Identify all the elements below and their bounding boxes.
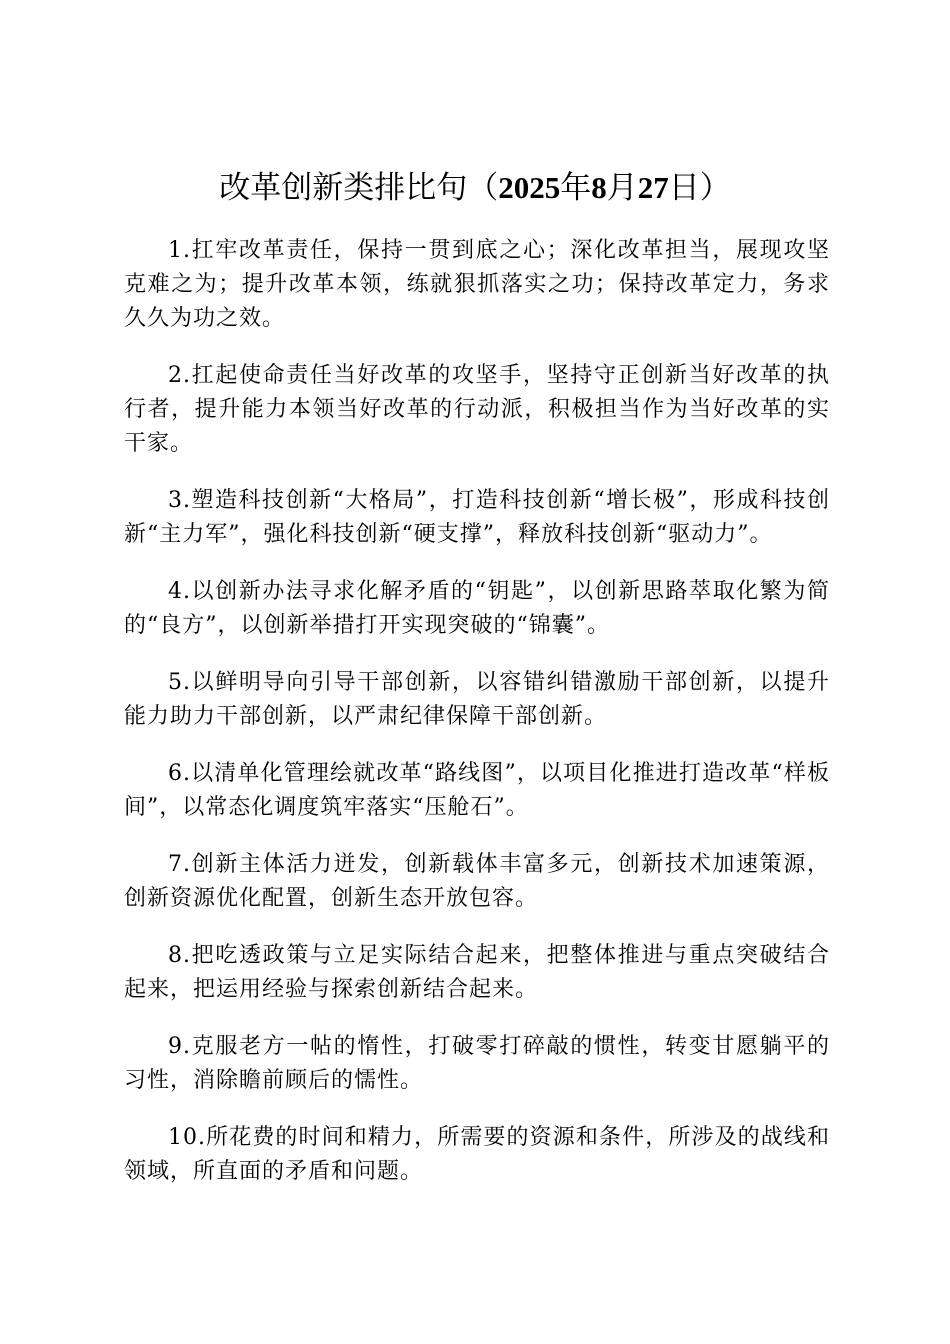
paragraph-2: 2.扛起使命责任当好改革的攻坚手，坚持守正创新当好改革的执行者，提升能力本领当好改革的行动派，积极担当作为当好改革的实干家。: [124, 363, 830, 456]
title-month: 8: [591, 170, 607, 205]
paragraph-6: 6.以清单化管理绘就改革“路线图”，以项目化推进打造改革“样板间”，以常态化调度筑牢落实“压舱石”。: [124, 761, 830, 820]
title-text-g: 日）: [668, 170, 731, 205]
paragraph-4: 4.以创新办法寻求化解矛盾的“钥匙”，以创新思路萃取化繁为简的“良方”，以创新举措打开实现突破的“锦囊”。: [124, 579, 830, 638]
paragraph-5: 5.以鲜明导向引导干部创新，以容错纠错激励干部创新，以提升能力助力干部创新，以严肃纪律保障干部创新。: [124, 670, 830, 729]
document-title: [0, 166, 950, 210]
paragraph-8: 8.把吃透政策与立足实际结合起来，把整体推进与重点突破结合起来，把运用经验与探索创新结合起来。: [124, 943, 830, 1002]
document-body: [124, 234, 830, 1212]
title-text-a: 改革创新类排比句（: [219, 170, 499, 205]
title-text-e: 月: [606, 170, 638, 205]
title-year: 2025: [498, 170, 561, 205]
paragraph-3: 3.塑造科技创新“大格局”，打造科技创新“增长极”，形成科技创新“主力军”，强化科技创新“硬支撑”，释放科技创新“驱动力”。: [124, 488, 830, 547]
paragraph-10: 10.所花费的时间和精力，所需要的资源和条件，所涉及的战线和领域，所直面的矛盾和问题。: [124, 1125, 830, 1184]
title-day: 27: [637, 170, 669, 205]
paragraph-9: 9.克服老方一帖的惰性，打破零打碎敲的惯性，转变甘愿躺平的习性，消除瞻前顾后的懦性。: [124, 1034, 830, 1093]
title-text-c: 年: [560, 170, 592, 205]
paragraph-7: 7.创新主体活力迸发，创新载体丰富多元，创新技术加速策源，创新资源优化配置，创新生态开放包容。: [124, 852, 830, 911]
paragraph-1: 1.扛牢改革责任，保持一贯到底之心；深化改革担当，展现攻坚克难之为；提升改革本领，练就狠抓落实之功；保持改革定力，务求久久为功之效。: [124, 238, 830, 331]
